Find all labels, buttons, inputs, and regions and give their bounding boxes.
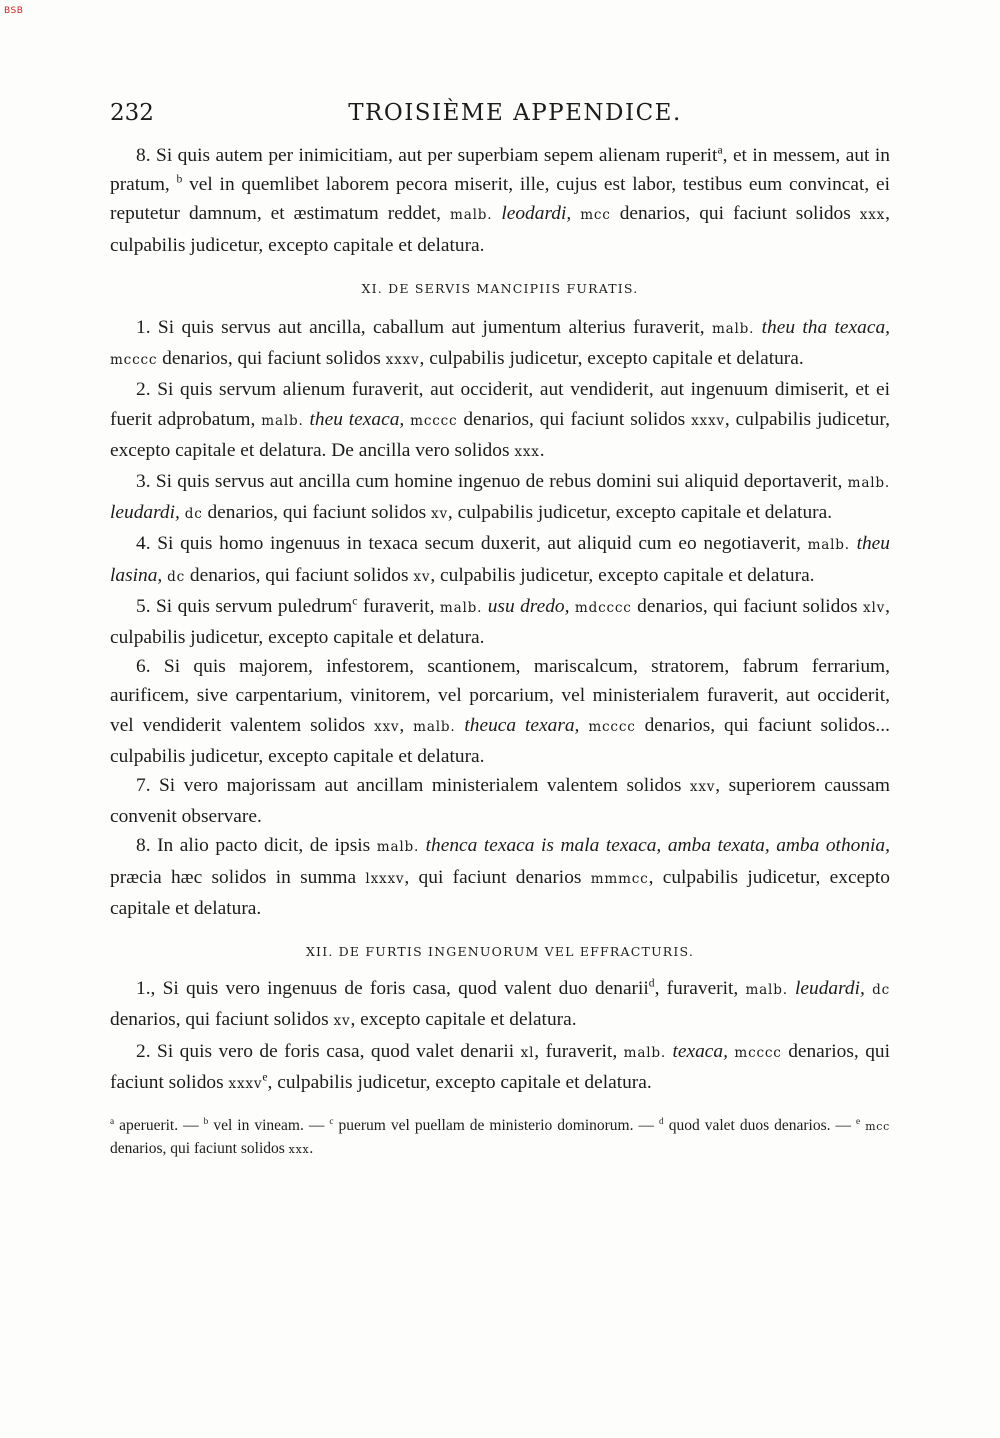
- paragraph-number: 8.: [136, 145, 151, 166]
- roman-numeral: xxxv: [691, 412, 725, 429]
- malberg-gloss: leudardi,: [110, 502, 180, 524]
- text: denarios, qui faciunt solidos... culpabilis judicetur, excepto capitale et delatura.: [110, 714, 890, 767]
- text: , culpabilis judicetur, excepto capitale et delatura. De ancilla vero solidos: [110, 408, 890, 461]
- roman-numeral: xl: [520, 1044, 535, 1061]
- text: , culpabilis judicetur, excepto capitale et delatura.: [430, 564, 815, 586]
- text: Si quis servus aut ancilla cum homine ingenuo de rebus domini sui aliquid deportaverit,: [155, 471, 843, 493]
- paragraph-number: 6.: [136, 656, 151, 678]
- roman-numeral: xxx: [859, 207, 886, 224]
- section-title-xi: XI. DE SERVIS MANCIPIIS FURATIS.: [361, 280, 639, 296]
- paragraph-xi-7: [110, 771, 890, 831]
- text: , qui faciunt denarios: [404, 866, 582, 888]
- text: vel in quemlibet laborem pecora miserit, ille, cujus est labor, testibus eum convincat, ei reputetur damnum, et æstimatum reddet,: [110, 174, 890, 225]
- malberg-abbrev: malb.: [711, 321, 755, 338]
- paragraph-xii-1: [110, 974, 890, 1036]
- roman-numeral: mcc: [580, 207, 611, 224]
- malberg-abbrev: malb.: [623, 1044, 666, 1061]
- paragraph-number: 8.: [136, 835, 151, 857]
- footnote-ref-d[interactable]: d: [648, 976, 655, 990]
- footnote-a: aperuerit. —: [119, 1117, 199, 1135]
- roman-numeral: xxx: [288, 1143, 310, 1157]
- paragraph-number: 4.: [136, 533, 151, 555]
- text: .: [309, 1140, 314, 1158]
- text: denarios, qui faciunt solidos: [619, 203, 851, 225]
- paragraph-xi-3: [110, 467, 890, 529]
- roman-numeral: xxx: [514, 443, 540, 460]
- roman-numeral: xv: [430, 506, 448, 523]
- paragraph-x-8: [110, 141, 890, 260]
- footnote-mark: e: [856, 1116, 861, 1127]
- footnote-c: puerum vel puellam de ministerio dominorum. —: [338, 1117, 654, 1135]
- malberg-gloss: theuca texara,: [464, 714, 580, 736]
- text: , culpabilis judicetur, excepto capitale et delatura.: [447, 502, 833, 524]
- library-mark: BSB: [4, 6, 24, 16]
- malberg-abbrev: malb.: [450, 207, 493, 224]
- text: Si quis autem per inimicitiam, aut per superbiam sepem alienam ruperit: [156, 145, 718, 166]
- text: denarios, qui faciunt solidos: [189, 564, 409, 586]
- roman-numeral: xv: [413, 568, 431, 585]
- text: , superiorem caussam convenit observare.: [110, 775, 890, 828]
- roman-numeral: mcccc: [110, 352, 158, 369]
- malberg-abbrev: malb.: [413, 718, 456, 735]
- text: ,: [399, 714, 405, 736]
- roman-numeral: mcc: [865, 1120, 891, 1134]
- text: , culpabilis judicetur, excepto capitale et delatura.: [267, 1071, 652, 1093]
- roman-numeral: xxv: [374, 718, 400, 735]
- text: , excepto capitale et delatura.: [350, 1009, 577, 1031]
- malberg-abbrev: malb.: [745, 982, 788, 999]
- text: præcia hæc solidos in summa: [110, 866, 357, 888]
- text: denarios, qui faciunt solidos: [162, 348, 381, 370]
- footnote-ref-e[interactable]: e: [262, 1070, 268, 1084]
- paragraph-number: 2.: [136, 1040, 151, 1062]
- malberg-gloss: thenca texaca is mala texaca, amba texata, amba othonia,: [425, 835, 890, 857]
- paragraph-xi-2: [110, 375, 890, 467]
- text: , furaverit,: [654, 978, 739, 1000]
- roman-numeral: xxxv: [385, 352, 420, 369]
- text: Si quis homo ingenuus in texaca secum duxerit, aut aliquid cum eo negotiaverit,: [157, 533, 801, 555]
- malberg-abbrev: malb.: [376, 839, 420, 856]
- text: In alio pacto dicit, de ipsis: [157, 835, 371, 857]
- malberg-gloss: leudardi,: [795, 978, 865, 1000]
- paragraph-number: 1.: [136, 317, 151, 339]
- footnote-b: vel in vineam. —: [213, 1117, 325, 1135]
- text: , culpabilis judicetur, excepto capitale et delatura.: [419, 348, 804, 370]
- text: , et in messem, aut in pratum,: [110, 145, 890, 196]
- text: denarios, qui faciunt solidos: [463, 408, 686, 430]
- paragraph-xi-5: [110, 592, 890, 652]
- running-title: TROISIÈME APPENDICE.: [348, 100, 682, 126]
- text: Si quis vero ingenuus de foris casa, quod valent duo denarii: [162, 978, 649, 1000]
- text: , culpabilis judicetur, excepto capitale et delatura.: [110, 866, 890, 919]
- footnote-mark: a: [110, 1116, 115, 1127]
- roman-numeral: xxxv: [228, 1075, 263, 1092]
- footnote-e: denarios, qui faciunt solidos: [110, 1140, 285, 1158]
- text: , culpabilis judicetur, excepto capitale et delatura.: [110, 595, 890, 649]
- text: denarios, qui faciunt solidos: [637, 595, 858, 617]
- paragraph-number: 3.: [136, 471, 151, 493]
- text: , furaverit,: [534, 1040, 618, 1062]
- paragraph-xi-6: [110, 652, 890, 771]
- footnote-ref-b[interactable]: b: [176, 172, 183, 186]
- roman-numeral: dc: [184, 506, 203, 523]
- malberg-abbrev: malb.: [439, 599, 483, 616]
- text: denarios, qui faciunt solidos: [207, 502, 427, 524]
- paragraph-xi-1: [110, 313, 890, 375]
- roman-numeral: mcccc: [734, 1044, 782, 1061]
- text: furaverit,: [362, 595, 435, 617]
- malberg-gloss: usu dredo,: [487, 595, 570, 617]
- paragraph-number: 1.,: [136, 978, 156, 1000]
- text: Si quis servus aut ancilla, caballum aut jumentum alterius furaverit,: [157, 317, 705, 339]
- roman-numeral: xlv: [863, 599, 886, 616]
- malberg-abbrev: malb.: [807, 537, 850, 554]
- roman-numeral: mdcccc: [574, 599, 632, 616]
- text: denarios, qui faciunt solidos: [110, 1009, 329, 1031]
- paragraph-number: 2.: [136, 379, 151, 401]
- paragraph-xii-2: [110, 1037, 890, 1099]
- roman-numeral: xv: [333, 1013, 351, 1030]
- paragraph-number: 7.: [136, 775, 151, 797]
- page-body: [110, 141, 890, 1161]
- text: Si vero majorissam aut ancillam ministerialem valentem solidos: [159, 775, 682, 797]
- roman-numeral: dc: [167, 568, 186, 585]
- footnote-ref-a[interactable]: a: [717, 143, 723, 157]
- section-title-xii: XII. DE FURTIS INGENUORUM VEL EFFRACTURIS.: [305, 944, 695, 960]
- malberg-gloss: texaca,: [672, 1040, 728, 1062]
- text: .: [539, 439, 545, 461]
- footnote-mark: c: [329, 1116, 334, 1127]
- paragraph-xi-4: [110, 529, 890, 591]
- malberg-gloss: theu tha texaca,: [761, 317, 890, 339]
- malberg-gloss: theu lasina,: [110, 533, 890, 586]
- roman-numeral: mcccc: [588, 718, 636, 735]
- malberg-abbrev: malb.: [261, 412, 304, 429]
- text: Si quis servum puledrum: [156, 595, 353, 617]
- roman-numeral: mcccc: [410, 412, 458, 429]
- footnotes: [110, 1115, 890, 1161]
- text: Si quis majorem, infestorem, scantionem, mariscalcum, stratorem, fabrum ferrarium, aurificem, sive carpentarium, vinitorem, vel porcarium, vel ministerialem furaverit, aut occiderit, vel vendiderit valentem solidos: [110, 656, 890, 736]
- paragraph-number: 5.: [136, 595, 151, 617]
- roman-numeral: xxv: [689, 779, 716, 796]
- footnote-d: quod valet duos denarios. —: [668, 1117, 852, 1135]
- footnote-mark: b: [203, 1116, 209, 1127]
- text: Si quis vero de foris casa, quod valet denarii: [157, 1040, 515, 1062]
- text: denarios, qui faciunt solidos: [110, 1040, 890, 1093]
- footnote-ref-c[interactable]: c: [352, 594, 358, 608]
- text: Si quis servum alienum furaverit, aut occiderit, aut vendiderit, aut ingenuum dimiserit, et ei fuerit adprobatum,: [110, 379, 890, 430]
- page-header: [110, 100, 890, 140]
- page-number: 232: [110, 100, 154, 126]
- malberg-abbrev: malb.: [847, 475, 890, 492]
- roman-numeral: lxxxv: [365, 870, 405, 887]
- malberg-gloss: theu texaca,: [309, 408, 405, 430]
- footnote-mark: d: [659, 1116, 664, 1127]
- roman-numeral: dc: [872, 982, 890, 999]
- text: , culpabilis judicetur, excepto capitale et delatura.: [110, 203, 890, 256]
- paragraph-xi-8: [110, 831, 890, 923]
- roman-numeral: mmmcc: [590, 870, 649, 887]
- malberg-gloss: leodardi,: [501, 203, 572, 225]
